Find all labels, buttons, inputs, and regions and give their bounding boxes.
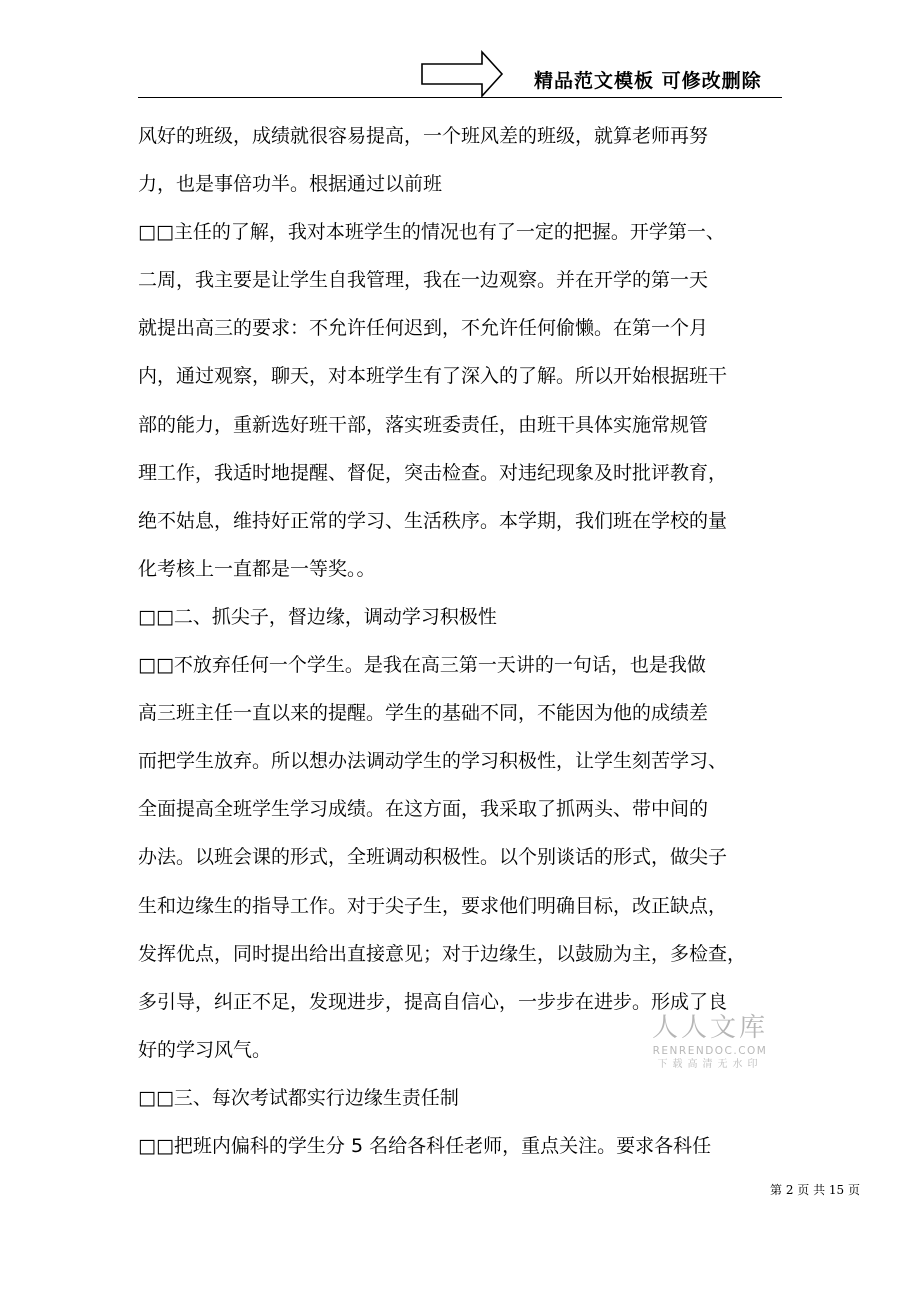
text-line: □□三、每次考试都实行边缘生责任制 (138, 1086, 459, 1109)
watermark-title: 人人文库 (651, 1013, 768, 1043)
text-line: 力，也是事倍功半。根据通过以前班 (138, 173, 443, 196)
watermark-site: RENRENDOC.COM (652, 1045, 768, 1057)
text-line: 高三班主任一直以来的提醒。学生的基础不同，不能因为他的成绩差 (138, 702, 709, 725)
watermark-logo (640, 1012, 780, 1084)
text-line: 而把学生放弃。所以想办法调动学生的学习积极性，让学生刻苦学习、 (138, 750, 728, 773)
text-line: □□二、抓尖子，督边缘，调动学习积极性 (138, 605, 497, 628)
text-line: 二周，我主要是让学生自我管理，我在一边观察。并在开学的第一天 (138, 269, 709, 292)
text-line: 发挥优点，同时提出给出直接意见；对于边缘生，以鼓励为主，多检查， (138, 942, 747, 965)
right-arrow-outline-icon (420, 50, 504, 98)
text-line: □□不放弃任何一个学生。是我在高三第一天讲的一句话，也是我做 (138, 654, 706, 677)
header-divider (138, 97, 782, 98)
watermark-tagline: 下载高清无水印 (657, 1059, 763, 1070)
header-title: 精品范文模板 可修改删除 (534, 70, 762, 92)
text-line: 内，通过观察，聊天，对本班学生有了深入的了解。所以开始根据班干 (138, 365, 728, 388)
page-header (0, 0, 920, 100)
text-line: 部的能力，重新选好班干部，落实班委责任，由班干具体实施常规管 (138, 413, 709, 436)
text-line: 办法。以班会课的形式，全班调动积极性。以个别谈话的形式，做尖子 (138, 846, 728, 869)
text-line: □□把班内偏科的学生分 5 名给各科任老师，重点关注。要求各科任 (138, 1134, 712, 1157)
text-line: 好的学习风气。 (138, 1038, 272, 1061)
text-line: 就提出高三的要求：不允许任何迟到，不允许任何偷懒。在第一个月 (138, 317, 709, 340)
text-line: 风好的班级，成绩就很容易提高，一个班风差的班级，就算老师再努 (138, 125, 709, 147)
text-line: 理工作，我适时地提醒、督促，突击检查。对违纪现象及时批评教育， (138, 461, 728, 484)
page-number: 第 2 页 共 15 页 (770, 1183, 860, 1197)
text-line: 生和边缘生的指导工作。对于尖子生，要求他们明确目标，改正缺点， (138, 894, 728, 917)
text-line: □□主任的了解，我对本班学生的情况也有了一定的把握。开学第一、 (138, 221, 725, 244)
text-line: 多引导，纠正不足，发现进步，提高自信心，一步步在进步。形成了良 (138, 990, 728, 1013)
text-line: 全面提高全班学生学习成绩。在这方面，我采取了抓两头、带中间的 (138, 798, 709, 821)
text-line: 化考核上一直都是一等奖。。 (138, 557, 376, 580)
text-line: 绝不姑息，维持好正常的学习、生活秩序。本学期，我们班在学校的量 (138, 509, 728, 532)
